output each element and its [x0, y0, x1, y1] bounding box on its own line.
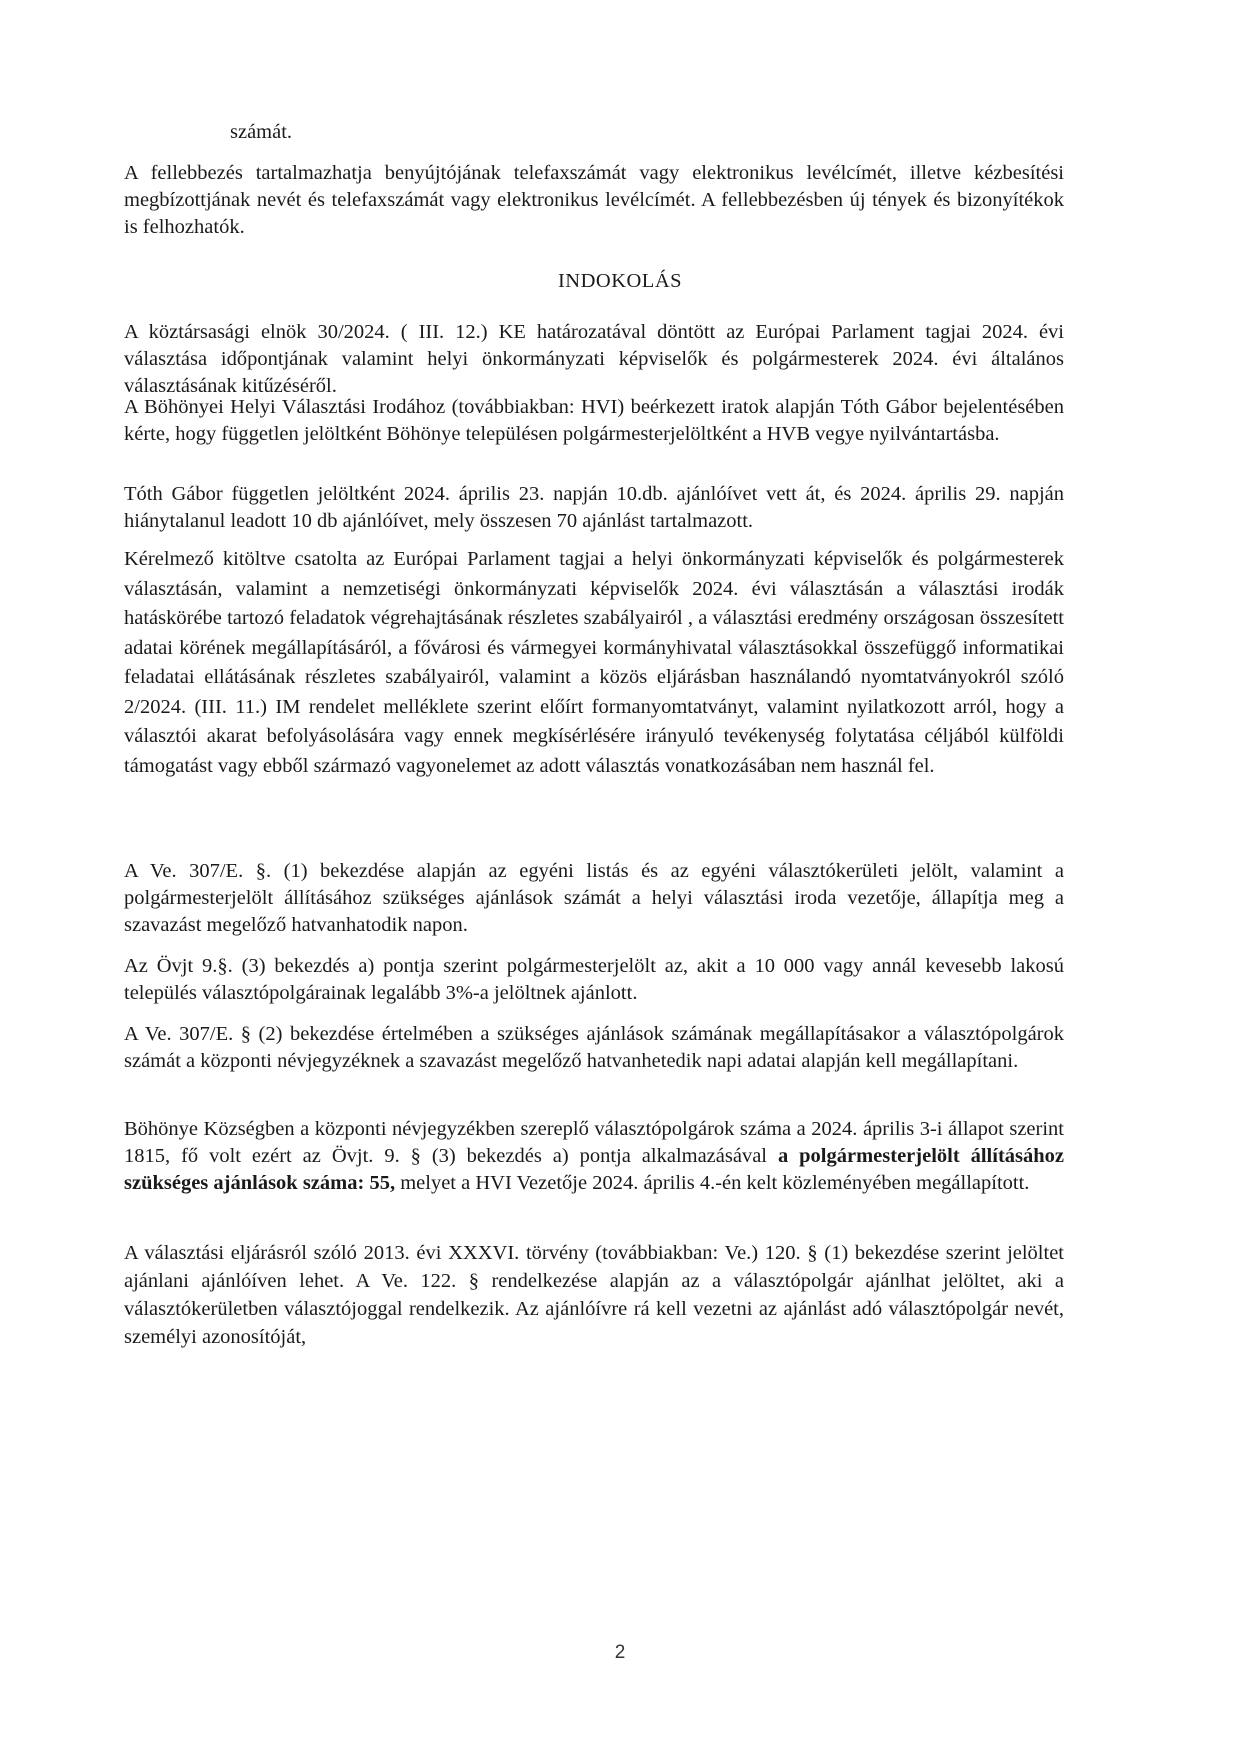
paragraph-bohonye	[124, 1116, 1064, 1197]
paragraph-decision: A köztársasági elnök 30/2024. ( III. 12.) KE határozatával döntött az Európai Parlament tagjai 2024. évi választása időpontjának valamint helyi önkormányzati képviselők és polgármesterek 2024. évi általános választásának kitűzéséről.	[124, 321, 1064, 397]
top-fragment: számát.	[230, 121, 293, 143]
bohonye-text-start: Böhönye Községben a központi névjegyzékben szereplő választópolgárok száma a 2024. április 3-i állapot szerint 1815, fő volt ezért az Övjt. 9. § (3) bekezdés a) pontja alkalmazásával	[124, 1118, 1064, 1167]
paragraph-ve-307e-1: A Ve. 307/E. §. (1) bekezdése alapján az egyéni listás és az egyéni választókerületi jelölt, valamint a polgármesterjelölt állításához szükséges ajánlások számát a helyi választási iroda vezetője, állapítja meg a szavazást megelőző hatvanhatodik napon.	[124, 860, 1064, 936]
paragraph-ve-307e-2: A Ve. 307/E. § (2) bekezdése értelmében a szükséges ajánlások számának megállapításakor a választópolgárok számát a központi névjegyzéknek a szavazást megelőző hatvanhetedik napi adatai alapján kell megállapítani.	[124, 1023, 1064, 1072]
paragraph-kerelmezo: Kérelmező kitöltve csatolta az Európai Parlament tagjai a helyi önkormányzati képviselők és polgármesterek választásán, valamint a nemzetiségi önkormányzati képviselők 2024. évi választásán a választási irodák hatáskörébe tartozó feladatok végrehajtásának részletes szabályairól , a választási eredmény országosan összesített adatai körének megállapításáról, a fővárosi és vármegyei kormányhivatal választásokkal összefüggő informatikai feladatai ellátásának részletes szabályairól, valamint a közös eljárásban használandó nyomtatványokról szóló 2/2024. (III. 11.) IM rendelet melléklete szerint előírt formanyomtatványt, valamint nyilatkozott arról, hogy a választói akarat befolyásolására vagy ennek megkísérlésére irányuló tevékenység folytatása céljából külföldi támogatást vagy ebből származó vagyonelemet az adott választás vonatkozásában nem használ fel.	[124, 548, 1064, 777]
bohonye-text-bold: a polgármesterjelölt állításához szükséges ajánlások száma: 55,	[124, 1145, 1064, 1194]
paragraph-ovjt: Az Övjt 9.§. (3) bekezdés a) pontja szerint polgármesterjelölt az, akit a 10 000 vagy annál kevesebb lakosú település választópolgárainak legalább 3%-a jelöltnek ajánlott.	[124, 955, 1064, 1004]
paragraph-toth: Tóth Gábor független jelöltként 2024. április 23. napján 10.db. ajánlóívet vett át, és 2024. április 29. napján hiánytalanul leadott 10 db ajánlóívet, mely összesen 70 ajánlást tartalmazott.	[124, 483, 1064, 532]
paragraph-appeal: A fellebbezés tartalmazhatja benyújtójának telefaxszámát vagy elektronikus levélcímét, illetve kézbesítési megbízottjának nevét és telefaxszámát vagy elektronikus levélcímét. A fellebbezésben új tények és bizonyítékok is felhozhatók.	[124, 162, 1064, 238]
bohonye-text-end: melyet a HVI Vezetője 2024. április 4.-én kelt közleményében megállapított.	[400, 1172, 1030, 1194]
page-number: 2	[614, 1642, 626, 1663]
paragraph-hvi: A Böhönyei Helyi Választási Irodához (továbbiakban: HVI) beérkezett iratok alapján Tóth Gábor bejelentésében kérte, hogy független jelöltként Böhönye településen polgármesterjelöltként a HVB vegye nyilvántartásba.	[124, 396, 1064, 445]
paragraph-ve-120: A választási eljárásról szóló 2013. évi XXXVI. törvény (továbbiakban: Ve.) 120. § (1) bekezdése szerint jelöltet ajánlani ajánlóíven lehet. A Ve. 122. § rendelkezése alapján az a választópolgár ajánlhat jelöltet, aki a választókerületben választójoggal rendelkezik. Az ajánlóívre rá kell vezetni az ajánlást adó választópolgár nevét, személyi azonosítóját,	[124, 1242, 1064, 1348]
section-heading: INDOKOLÁS	[557, 270, 683, 292]
